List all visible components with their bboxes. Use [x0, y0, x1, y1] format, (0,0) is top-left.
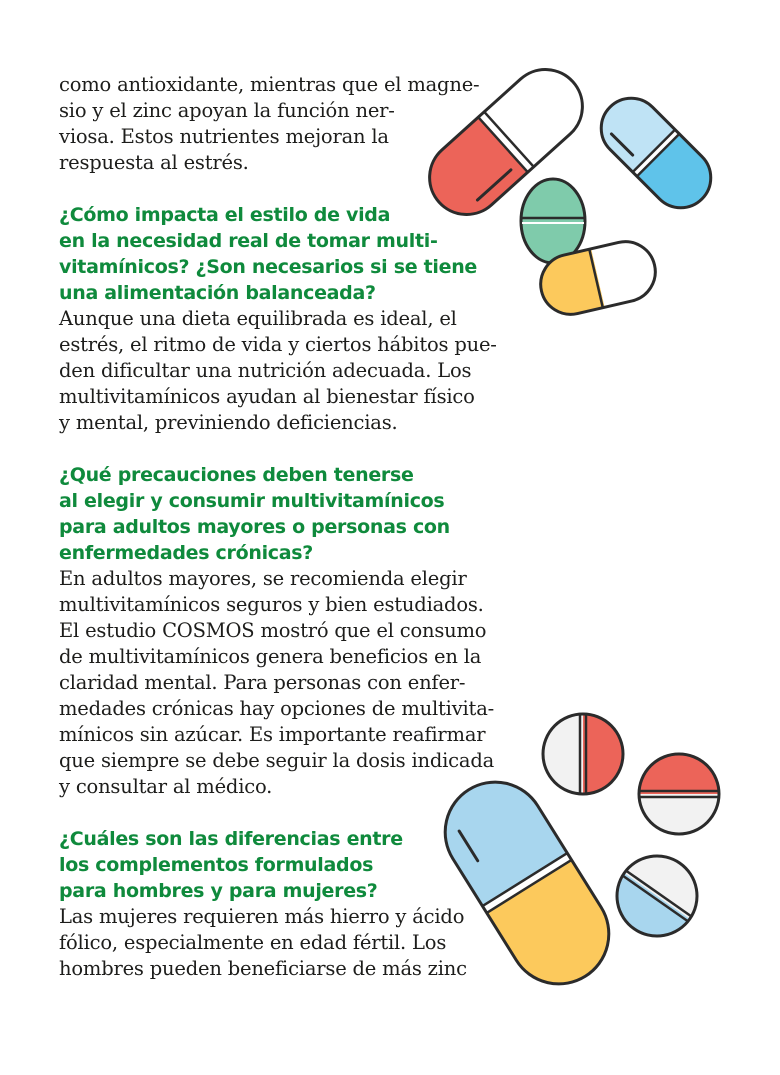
text-line: y mental, previniendo deficiencias.	[59, 411, 398, 434]
capsule-blue-icon	[589, 86, 723, 220]
text-line: como antioxidante, mientras que el magne-	[59, 73, 480, 96]
heading-line: para adultos mayores o personas con	[59, 516, 450, 538]
text-line: y consultar al médico.	[59, 775, 273, 798]
text-line: Aunque una dieta equilibrada es ideal, el	[59, 307, 457, 330]
text-line: que siempre se debe seguir la dosis indicada	[59, 749, 495, 772]
text-line: Las mujeres requieren más hierro y ácido	[59, 905, 465, 928]
heading-line: una alimentación balanceada?	[59, 282, 376, 304]
heading-line: los complementos formulados	[59, 854, 374, 876]
text-line: mínicos sin azúcar. Es importante reafirmar	[59, 723, 486, 746]
text-line: den dificultar una nutrición adecuada. Los	[59, 359, 472, 382]
text-line: estrés, el ritmo de vida y ciertos hábitos pue-	[59, 333, 497, 356]
heading-line: para hombres y para mujeres?	[59, 880, 378, 902]
tablet-red-white-1-icon	[543, 714, 623, 794]
tablet-red-white-2-icon	[639, 754, 719, 834]
heading-line: al elegir y consumir multivitamínicos	[59, 490, 445, 512]
tablet-green-icon	[521, 179, 585, 263]
text-line: El estudio COSMOS mostró que el consumo	[59, 619, 487, 642]
text-line: de multivitamínicos genera beneficios en la	[59, 645, 482, 668]
text-line: medades crónicas hay opciones de multivita-	[59, 697, 495, 720]
text-line: sio y el zinc apoyan la función ner-	[59, 99, 395, 122]
capsule-blue-yellow-icon	[426, 763, 627, 1003]
text-line: claridad mental. Para personas con enfer-	[59, 671, 466, 694]
text-line: multivitamínicos seguros y bien estudiados.	[59, 593, 484, 616]
heading-line: enfermedades crónicas?	[59, 542, 313, 564]
text-line: En adultos mayores, se recomienda elegir	[59, 567, 467, 590]
heading-line: ¿Cuáles son las diferencias entre	[59, 828, 403, 850]
text-line: multivitamínicos ayudan al bienestar físico	[59, 385, 475, 408]
tablet-blue-white-icon	[601, 840, 712, 951]
text-line: respuesta al estrés.	[59, 151, 249, 174]
heading-line: en la necesidad real de tomar multi-	[59, 230, 438, 252]
heading-line: vitamínicos? ¿Son necesarios si se tiene	[59, 256, 478, 278]
heading-line: ¿Cómo impacta el estilo de vida	[59, 204, 391, 226]
text-line: fólico, especialmente en edad fértil. Los	[59, 931, 447, 954]
text-line: viosa. Estos nutrientes mejoran la	[59, 125, 389, 148]
heading-line: ¿Qué precauciones deben tenerse	[59, 464, 414, 486]
text-line: hombres pueden beneficiarse de más zinc	[59, 957, 467, 980]
